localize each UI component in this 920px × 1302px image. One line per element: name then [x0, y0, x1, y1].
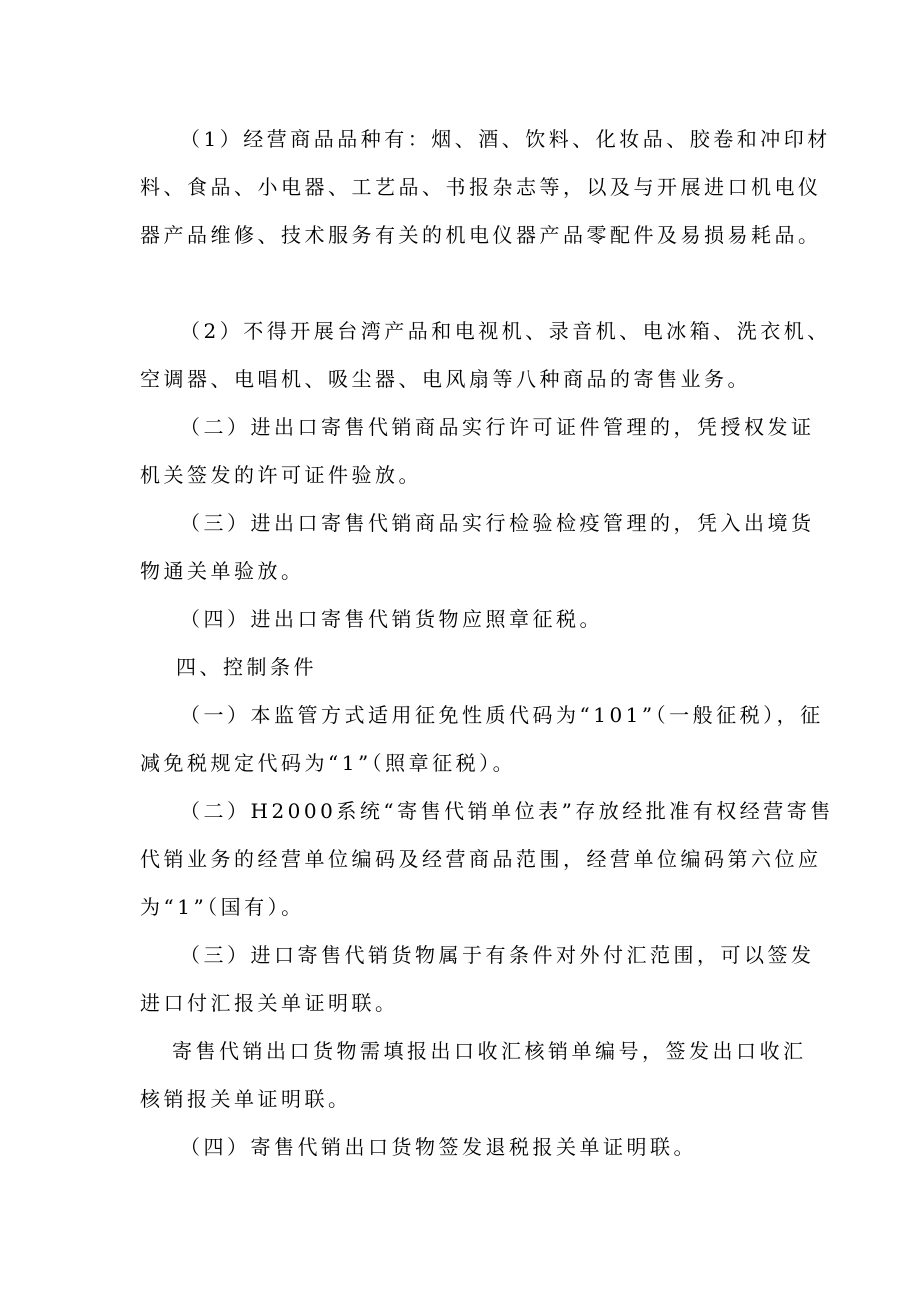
paragraph-business-scope [140, 115, 831, 259]
text-line: 寄售代销出口货物需填报出口收汇核销单编号，签发出口收汇 [172, 1039, 807, 1063]
text-line: （三）进口寄售代销货物属于有条件对外付汇范围，可以签发 [180, 943, 815, 967]
text-line: （2）不得开展台湾产品和电视机、录音机、电冰箱、洗衣机、 [180, 319, 831, 343]
text-line: 空调器、电唱机、吸尘器、电风扇等八种商品的寄售业务。 [140, 367, 751, 391]
paragraph-taxation [140, 595, 780, 643]
text-line: （三）进出口寄售代销商品实行检验检疫管理的，凭入出境货 [180, 511, 815, 535]
text-line: 进口付汇报关单证明联。 [140, 991, 399, 1015]
section-heading: 四、控制条件 [176, 655, 317, 679]
paragraph-tax-refund [140, 1123, 780, 1171]
text-line: 为“1”（国有）。 [140, 895, 305, 919]
paragraph-import-payment [140, 931, 815, 1027]
text-line: （二）H2000系统“寄售代销单位表”存放经批准有权经营寄售 [180, 799, 834, 823]
paragraph-h2000-system [140, 787, 834, 931]
text-line: 料、食品、小电器、工艺品、书报杂志等，以及与开展进口机电仪 [140, 175, 822, 199]
paragraph-export-collection [140, 1027, 807, 1123]
text-line: 核销报关单证明联。 [140, 1087, 352, 1111]
text-line: （1）经营商品品种有：烟、酒、饮料、化妆品、胶卷和冲印材 [180, 127, 831, 151]
paragraph-tax-codes [140, 691, 824, 787]
text-line: （二）进出口寄售代销商品实行许可证件管理的，凭授权发证 [180, 415, 815, 439]
text-line: 物通关单验放。 [140, 559, 305, 583]
text-line: 机关签发的许可证件验放。 [140, 463, 422, 487]
paragraph-restrictions [140, 307, 831, 403]
text-line: 器产品维修、技术服务有关的机电仪器产品零配件及易损易耗品。 [140, 223, 822, 247]
text-line: （四）寄售代销出口货物签发退税报关单证明联。 [180, 1135, 697, 1159]
text-line: 减免税规定代码为“1”（照章征税）。 [140, 751, 517, 775]
section-heading-control-conditions [140, 643, 780, 691]
text-line: （一）本监管方式适用征免性质代码为“101”（一般征税），征 [180, 703, 824, 727]
paragraph-license-management [140, 403, 815, 499]
paragraph-inspection-management [140, 499, 815, 595]
text-line: 代销业务的经营单位编码及经营商品范围，经营单位编码第六位应 [140, 847, 822, 871]
text-line: （四）进出口寄售代销货物应照章征税。 [180, 607, 603, 631]
